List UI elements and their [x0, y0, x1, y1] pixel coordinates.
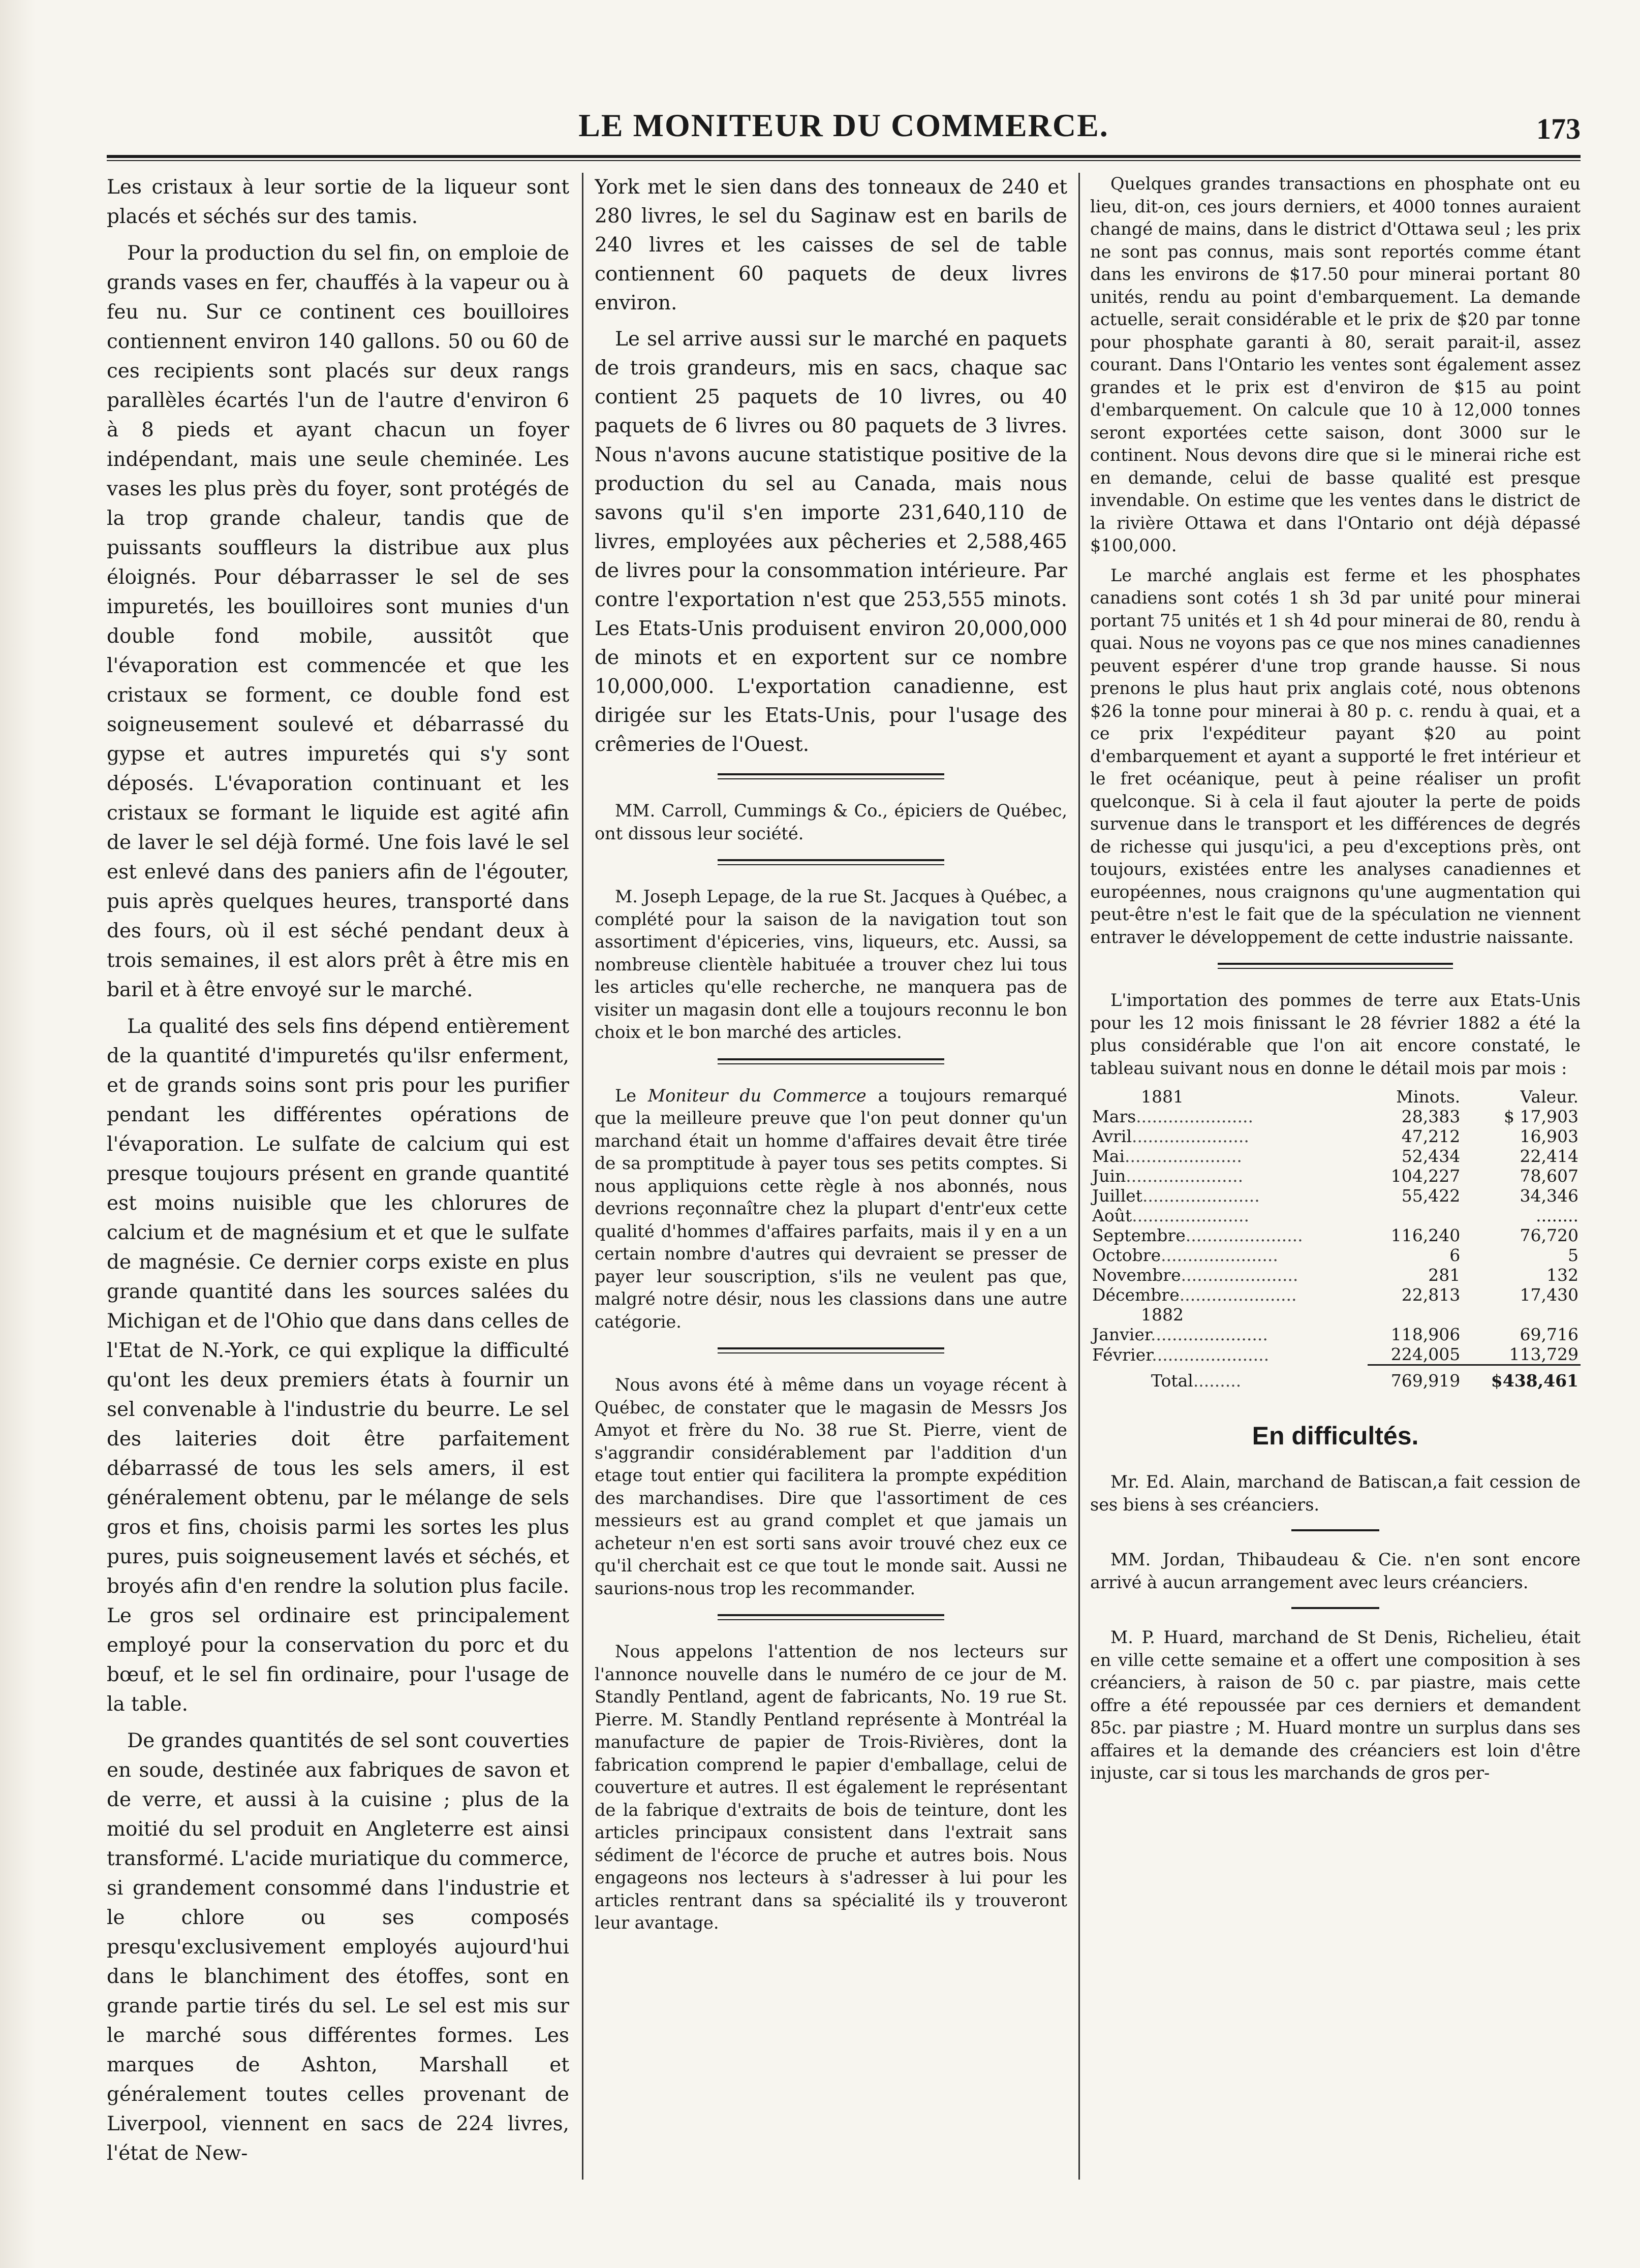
month-cell: Février...................... [1092, 1344, 1270, 1365]
article-separator [718, 859, 944, 865]
total-valeur: $438,461 [1491, 1371, 1579, 1391]
paragraph: L'importation des pommes de terre aux Etats-Unis pour les 12 mois finissant le 28 février 1882 a été la plus considérable que l'on ait encore constaté, le tableau suivant nous en donne le détail mois par mois : [1090, 990, 1581, 1078]
minots-cell: 116,240 [1390, 1225, 1461, 1245]
table-row [1090, 1206, 1581, 1225]
paragraph: Le sel arrive aussi sur le marché en paquets de trois grandeurs, mis en sacs, chaque sac contient 25 paquets de 10 livres, ou 40 paquets de 6 livres ou 80 paquets de 3 livres. Nous n'avons aucune statistique positive de la production du sel au Canada, mais nous savons qu'il s'en importe 231,640,110 de livres, employées aux pêcheries et 2,588,465 de livres pour la consommation intérieure. Par contre l'exportation n'est que 253,555 minots. Les Etats-Unis produisent environ 20,000,000 de minots et en exportent sur ce nombre 10,000,000. L'exportation canadienne, est dirigée sur les Etats-Unis, pour l'usage des crêmeries de l'Ouest. [595, 328, 1067, 756]
column-3 [1090, 173, 1581, 2215]
section-heading: En difficultés. [1252, 1422, 1419, 1450]
minots-cell: 55,422 [1401, 1186, 1461, 1206]
month-cell: Juin...................... [1092, 1166, 1244, 1186]
valeur-cell: 78,607 [1520, 1166, 1579, 1186]
valeur-cell: 16,903 [1520, 1126, 1579, 1146]
notice-carroll: MM. Carroll, Cummings & Co., épiciers de Québec, ont dissous leur société. [595, 801, 1067, 843]
minots-cell: 281 [1428, 1265, 1461, 1285]
page-number: 173 [1536, 112, 1581, 145]
year-row [1090, 1305, 1581, 1325]
month-cell: Janvier...................... [1092, 1325, 1268, 1344]
notice-huard: M. P. Huard, marchand de St Denis, Richelieu, était en ville cette semaine et a offert une composition à ses créanciers, à raison de 50 c. par piastre, mais cette offre a été repoussée par ces derniers et demandent 85c. par piastre ; M. Huard montre un surplus dans ses affaires et la demande des créanciers est loin d'être injuste, car si tous les marchands de gros per- [1090, 1627, 1581, 1783]
table-row [1090, 1126, 1581, 1146]
total-label: Total......... [1151, 1371, 1242, 1391]
minots-cell: 28,383 [1401, 1107, 1461, 1126]
year-label: 1881 [1141, 1087, 1184, 1107]
minots-cell: 118,906 [1390, 1325, 1461, 1344]
notice-alain: Mr. Ed. Alain, marchand de Batiscan,a fait cession de ses biens à ses créanciers. [1090, 1472, 1581, 1515]
notice-moniteur [595, 1085, 1067, 1334]
month-cell: Mai...................... [1092, 1146, 1242, 1166]
table-row [1090, 1285, 1581, 1305]
publication-title: Moniteur du Commerce [647, 1085, 867, 1106]
table-row [1090, 1225, 1581, 1245]
header-rule-thin [107, 160, 1581, 161]
page-header [107, 102, 1581, 163]
newspaper-page [107, 102, 1581, 2225]
month-cell: Septembre...................... [1092, 1225, 1303, 1245]
notice-amyot: Nous avons été à même dans un voyage récent à Québec, de constater que le magasin de Messrs Jos Amyot et frère du No. 38 rue St. Pierre, vient de s'aggrandir considérablement par l'addition d'un etage tout entier qui facilitera la prompte expédition des marchandises. Dire que l'assortiment de ces messieurs est au grand complet et que jamais un acheteur n'en est sorti sans avoir trouvé chez eux ce qu'il cherchait est ce que tout le monde sait. Aussi ne saurions-nous trop les recommander. [595, 1375, 1067, 1598]
table-row [1090, 1166, 1581, 1186]
paragraph: Quelques grandes transactions en phosphate ont eu lieu, dit-on, ces jours derniers, et 4000 tonnes auraient changé de mains, dans le district d'Ottawa seul ; les prix ne sont pas connus, mais sont reportés comme étant dans les environs de $17.50 pour minerai portant 80 unités, rendu au point d'embarquement. La demande actuelle, serait considérable et le prix de $20 par tonne pour phosphate garanti à 80, serait parait-il, assez courant. Dans l'Ontario les ventes sont également assez grandes et le prix est d'environ de $15 au point d'embarquement. On calcule que 10 à 12,000 tonnes seront exportées cette saison, dont 3000 sur le continent. Nous devons dire que si le minerai riche est en demande, celui de basse qualité est presque invendable. On estime que les ventes dans le district de la rivière Ottawa et dans l'Ontario ont déjà dépassé $100,000. [1090, 174, 1581, 555]
year-label: 1882 [1141, 1305, 1184, 1325]
valeur-cell: 5 [1568, 1245, 1579, 1265]
minots-cell: 104,227 [1390, 1166, 1461, 1186]
article-separator [718, 773, 944, 779]
short-separator [1291, 1529, 1380, 1531]
minots-cell: 224,005 [1390, 1344, 1461, 1364]
valeur-cell: 132 [1546, 1265, 1579, 1285]
paragraph: De grandes quantités de sel sont couverties en soude, destinée aux fabriques de savon et de verre, et aussi à la cuisine ; plus de la moitié du sel produit en Angleterre est ainsi transformé. L'acide muriatique du commerce, si grandement consommé dans l'industrie et le chlore ou ses composés presqu'exclusivement employés aujourd'hui dans le blanchiment des étoffes, sont en grande partie tirés du sel. Le sel est mis sur le marché sous différentes formes. Les marques de Ashton, Marshall et généralement toutes celles provenant de Liverpool, viennent en sacs de 224 livres, l'état de New- [107, 1729, 569, 2165]
paragraph: La qualité des sels fins dépend entièrement de la quantité d'impuretés qu'ilsr enferment, et de grands soins sont pris pour les purifier pendant les différentes opérations de l'évaporation. Le sulfate de calcium qui est presque toujours présent en grande quantité est moins nuisible que les chlorures de calcium et de magnésium et et que le sulfate de magnésie. Ce dernier corps existe en plus grande quantité dans les sources salées du Michigan et de l'Ohio que dans dans celles de l'Etat de N.-York, ce qui explique la difficulté qu'ont les deux premiers états à fournir un sel convenable à l'industrie du beurre. Le sel des laiteries doit être parfaitement débarrassé de tous les sels amers, il est généralement obtenu, par le mélange de sels gros et fins, choisis parmi les sortes les plus pures, puis soigneusement lavés et séchés, et broyés afin d'en rendre la solution plus facile. Le gros sel ordinaire est principalement employé pour la conservation du porc et du bœuf, et le sel fin ordinaire, pour l'usage de la table. [107, 1015, 569, 1716]
total-minots: 769,919 [1390, 1371, 1461, 1391]
month-cell: Mars...................... [1092, 1107, 1253, 1126]
rows-1882 [1090, 1325, 1581, 1365]
article-separator [1218, 963, 1453, 969]
notice-jordan: MM. Jordan, Thibaudeau & Cie. n'en sont encore arrivé à aucun arrangement avec leurs créanciers. [1090, 1550, 1581, 1592]
paragraph: Les cristaux à leur sortie de la liqueur sont placés et séchés sur des tamis. [107, 176, 569, 228]
month-cell: Juillet...................... [1092, 1186, 1260, 1206]
article-separator [718, 1058, 944, 1064]
table-header-row [1090, 1087, 1581, 1107]
table-total-row [1090, 1366, 1581, 1391]
paragraph: Pour la production du sel fin, on emploie de grands vases en fer, chauffés à la vapeur ou à feu nu. Sur ce continent ces bouilloires contiennent environ 140 gallons. 50 ou 60 de ces recipients sont placés sur deux rangs parallèles écartés l'un de l'autre d'environ 6 à 8 pieds et ayant chacun un foyer indépendant, mais une seule cheminée. Les vases les plus près du foyer, sont protégés de la trop grande chaleur, tandis que de puissants souffleurs la distribue aux plus éloignés. Pour débarrasser le sel de ses impuretés, les bouilloires sont munies d'un double fond mobile, aussitôt que l'évaporation est commencée et que les cristaux se forment, ce double fond est soigneusement soulevé et débarrassé du gypse et autres impuretés qui s'y sont déposés. L'évaporation continuant et les cristaux se formant le liquide est agité afin de laver le sel déjà formé. Une fois lavé le sel est enlevé dans des paniers afin de l'égouter, puis après quelques heures, transporté dans des fours, où il est séché pendant deux à trois semaines, il est alors prêt à être mis en baril et à être envoyé sur le marché. [107, 242, 569, 1001]
table-row [1090, 1146, 1581, 1166]
month-cell: Novembre...................... [1092, 1265, 1298, 1285]
valeur-cell: ........ [1536, 1206, 1579, 1225]
valeur-cell: 113,729 [1509, 1344, 1579, 1364]
month-cell: Août...................... [1092, 1206, 1249, 1225]
page-edge [0, 0, 36, 2268]
minots-cell: 6 [1449, 1245, 1461, 1265]
masthead: LE MONITEUR DU COMMERCE. [578, 107, 1109, 143]
minots-cell: 47,212 [1401, 1126, 1461, 1146]
article-separator [718, 1614, 944, 1620]
valeur-cell: 22,414 [1520, 1146, 1579, 1166]
column-divider [1078, 173, 1080, 2180]
text: a toujours remarqué que la meilleure preuve que l'on peut donner qu'un marchand était un homme d'affaires devait être tirée de sa promptitude à payer tous ses petits comptes. Si nous appliquions cette règle à nos abonnés, nous devrions reçonnaître chez la plupart d'entr'eux cette qualité d'hommes d'affaires parfaits, mais il y en a un certain nombre d'autres qui devraient se presser de payer leur souscription, s'ils ne veulent pas que, malgré notre désir, nous les classions dans une autre catégorie. [595, 1085, 1067, 1332]
month-cell: Décembre...................... [1092, 1285, 1297, 1305]
month-cell: Octobre...................... [1092, 1245, 1278, 1265]
table-row [1090, 1305, 1581, 1325]
text: Le [615, 1085, 648, 1106]
paragraph: Le marché anglais est ferme et les phosphates canadiens sont cotés 1 sh 3d par unité pour minerai portant 75 unités et 1 sh 4d pour minerai de 80, rendu à quai. Nous ne voyons pas ce que nos mines canadiennes peuvent espérer d'une trop grande hausse. Si nous prenons le plus haut prix anglais coté, nous obtenons $26 la tonne pour minerai à 80 p. c. rendu à quai, et a ce prix l'expéditeur payant $20 au point d'embarquement et ayant a supporté le fret intérieur et le fret océanique, peut à peine réaliser un profit quelconque. Si à cela il faut ajouter la perte de poids survenue dans le transport et les différences de degrés de richesse qui jusqu'ici, a peu d'exceptions près, ont toujours, existées entre les analyses canadiennes et européennes, nous craignons qu'une augmentation qui peut-être n'est le fait que de la spéculation ne viennent entraver le développement de cette industrie naissante. [1090, 565, 1581, 947]
column-divider [582, 173, 583, 2180]
paragraph: York met le sien dans des tonneaux de 240 et 280 livres, le sel du Saginaw est en barils de 240 livres et les caisses de sel de table contiennent 60 paquets de deux livres environ. [595, 176, 1067, 314]
valeur-cell: $ 17,903 [1504, 1107, 1579, 1126]
table-row [1090, 1245, 1581, 1265]
column-header-minots: Minots. [1396, 1087, 1461, 1107]
rows-1881 [1090, 1107, 1581, 1305]
table-row [1090, 1107, 1581, 1126]
header-rule [107, 155, 1581, 158]
notice-lepage: M. Joseph Lepage, de la rue St. Jacques à Québec, a complété pour la saison de la navigation tout son assortiment d'épiceries, vins, liqueurs, etc. Aussi, sa nombreuse clientèle habituée a trouver chez lui tous les articles qu'elle recherche, ne manquera pas de visiter un magasin dont elle a toujours reconnu le bon choix et le bon marché des articles. [595, 887, 1067, 1042]
table-row [1090, 1325, 1581, 1344]
notice-pentland: Nous appelons l'attention de nos lecteurs sur l'annonce nouvelle dans le numéro de ce jour de M. Standly Pentland, agent de fabricants, No. 19 rue St. Pierre. M. Standly Pentland représente à Montréal la manufacture de papier de Trois-Rivières, dont la fabrication comprend le papier d'emballage, celui de couverture et autres. Il est également le représentant de la fabrique d'extraits de bois de teinture, dont les articles principaux consistent dans l'extrait sans sédiment de l'écorce de pruche et autres bois. Nous engageons nos lecteurs à s'adresser à lui pour les articles rentrant dans sa spécialité ils y trouveront leur avantage. [595, 1642, 1067, 1933]
potato-imports-table [1090, 1087, 1581, 1391]
valeur-cell: 76,720 [1520, 1225, 1579, 1245]
minots-cell: 52,434 [1401, 1146, 1461, 1166]
valeur-cell: 17,430 [1520, 1285, 1579, 1305]
valeur-cell: 34,346 [1520, 1186, 1579, 1206]
column-1 [107, 173, 569, 2215]
month-cell: Avril...................... [1092, 1126, 1249, 1146]
valeur-cell: 69,716 [1520, 1325, 1579, 1344]
article-separator [718, 1347, 944, 1353]
minots-cell [1368, 1206, 1463, 1225]
column-2 [595, 173, 1067, 2215]
table-row [1090, 1344, 1581, 1365]
minots-cell: 22,813 [1401, 1285, 1461, 1305]
short-separator [1291, 1607, 1380, 1609]
column-header-valeur: Valeur. [1520, 1087, 1579, 1107]
table-row [1090, 1265, 1581, 1285]
table-row [1090, 1186, 1581, 1206]
